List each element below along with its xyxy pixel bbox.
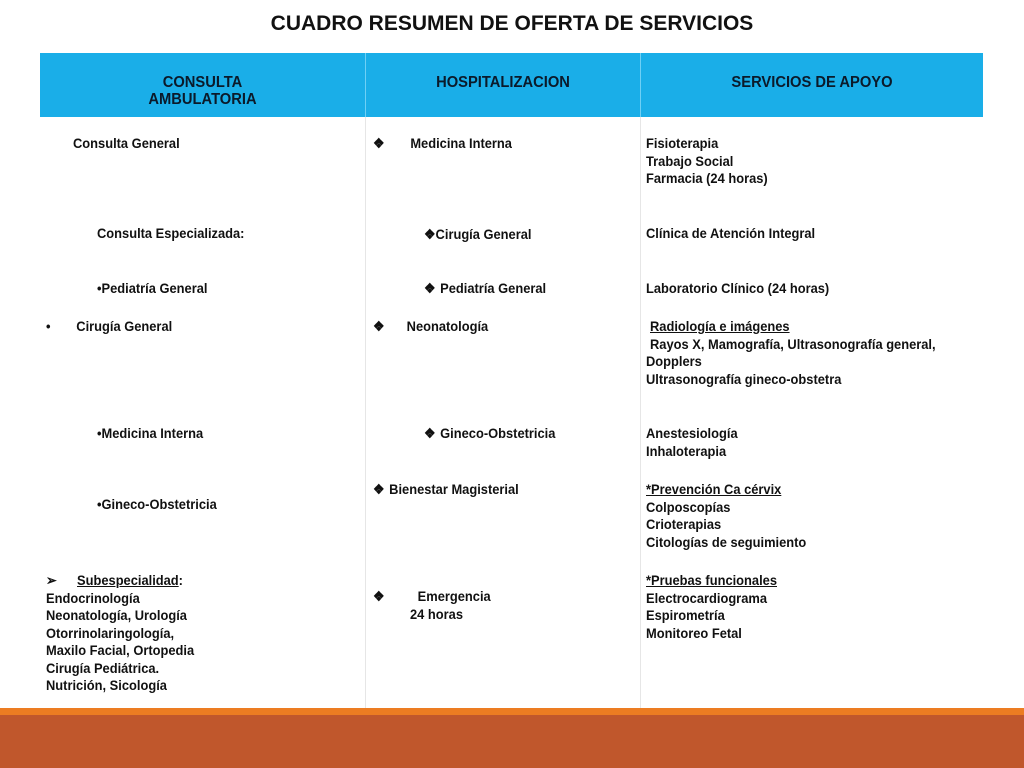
col3-item: Espirometría [646,607,725,623]
subespecialidad-label: Subespecialidad [77,572,179,588]
table-header-row [40,53,983,117]
header-divider [365,53,366,117]
col1-consulta-general: Consulta General [73,135,180,151]
col3-item: Colposcopías [646,498,731,515]
col1-gineco-label: Gineco-Obstetricia [101,496,217,512]
header-consulta-line1: CONSULTA [162,74,243,91]
col3-clinica: Clínica de Atención Integral [646,225,816,241]
col3-item: Inhaloterapia [646,442,727,459]
diamond-bullet-icon: ❖ [373,135,385,151]
col1-item-pediatria [97,280,207,298]
col2-emergencia-label: Emergencia [417,588,491,604]
col1-cirugia-label: Cirugía General [76,318,173,334]
col3-item: Dopplers [646,353,702,369]
column-divider [640,117,641,718]
col3-group-basic [646,135,768,188]
subesp-line: Nutrición, Sicología [46,677,167,693]
col2-item-cirugia [424,226,531,244]
subesp-line: Neonatología, Urología [46,607,187,623]
dot-bullet-icon: • [97,496,102,512]
col3-radiologia-cont [646,353,841,388]
subespecialidad-heading: ➢ Subespecialidad: [46,572,183,588]
footer-bar [0,715,1024,768]
header-servicios-apoyo: SERVICIOS DE APOYO [731,73,893,91]
subesp-line: Cirugía Pediátrica. [46,659,160,676]
col3-item: Trabajo Social [646,152,734,169]
col2-cirugia-label: Cirugía General [435,226,532,242]
diamond-bullet-icon: ❖ [424,425,436,441]
col3-item: Rayos X, Mamografía, Ultrasonografía general, [650,335,936,352]
subesp-line: Otorrinolaringología, [46,624,175,641]
diamond-bullet-icon: ❖ [373,481,385,497]
col3-item: Citologías de seguimiento [646,533,807,550]
col3-prevencion [646,481,806,551]
col3-item: Ultrasonografía gineco-obstetra [646,370,842,387]
col2-item-pediatria [424,280,546,298]
col2-pediatria-label: Pediatría General [440,280,547,296]
radiologia-title: Radiología e imágenes [650,318,790,334]
diamond-bullet-icon: ❖ [424,280,436,296]
col1-medicina-label: Medicina Interna [101,425,204,441]
col3-pruebas [646,572,777,642]
column-divider [365,117,366,718]
header-consulta-ambulatoria [53,59,352,123]
col3-item: Fisioterapia [646,135,719,151]
col2-emergencia-horas: 24 horas [410,606,463,622]
slide-title: CUADRO RESUMEN DE OFERTA DE SERVICIOS [270,12,754,35]
col1-consulta-especializada: Consulta Especializada: [97,225,245,241]
col3-item: Farmacia (24 horas) [646,170,768,186]
col2-item-neonatologia [373,318,488,336]
col3-laboratorio: Laboratorio Clínico (24 horas) [646,280,830,296]
dot-bullet-icon: • [46,318,51,334]
col2-gineco-label: Gineco-Obstetricia [440,425,556,441]
dot-bullet-icon: • [97,425,102,441]
col1-item-medicina [97,425,203,443]
col3-anestesia [646,425,738,460]
header-hospitalizacion: HOSPITALIZACION [436,73,570,91]
col1-item-cirugia [46,318,172,336]
prevencion-title: *Prevención Ca cérvix [646,481,782,497]
col2-item-gineco [424,425,555,443]
dot-bullet-icon: • [97,280,102,296]
pruebas-title: *Pruebas funcionales [646,572,777,588]
subesp-line: Maxilo Facial, Ortopedia [46,642,195,658]
col2-neonatologia-label: Neonatología [406,318,489,334]
col2-item-emergencia [373,588,491,606]
subesp-line: Endocrinología [46,589,140,606]
col1-pediatria-label: Pediatría General [101,280,208,296]
col3-item: Monitoreo Fetal [646,624,742,641]
header-consulta-line2: AMBULATORIA [148,91,257,108]
col2-item-bienestar [373,481,519,499]
col2-bienestar-label: Bienestar Magisterial [389,481,519,497]
arrow-bullet-icon: ➢ [46,572,57,588]
header-divider [640,53,641,117]
col1-item-gineco [97,496,217,514]
col3-item: Anestesiología [646,425,738,441]
diamond-bullet-icon: ❖ [424,226,436,242]
diamond-bullet-icon: ❖ [373,318,385,334]
col3-radiologia [650,318,936,353]
diamond-bullet-icon: ❖ [373,588,385,604]
col2-item-medicina [373,135,512,153]
footer-accent-stripe [0,708,1024,715]
col3-item: Crioterapias [646,516,722,532]
col2-medicina-label: Medicina Interna [410,135,512,151]
col1-subespecialidad [46,572,194,695]
col3-item: Electrocardiograma [646,589,767,606]
